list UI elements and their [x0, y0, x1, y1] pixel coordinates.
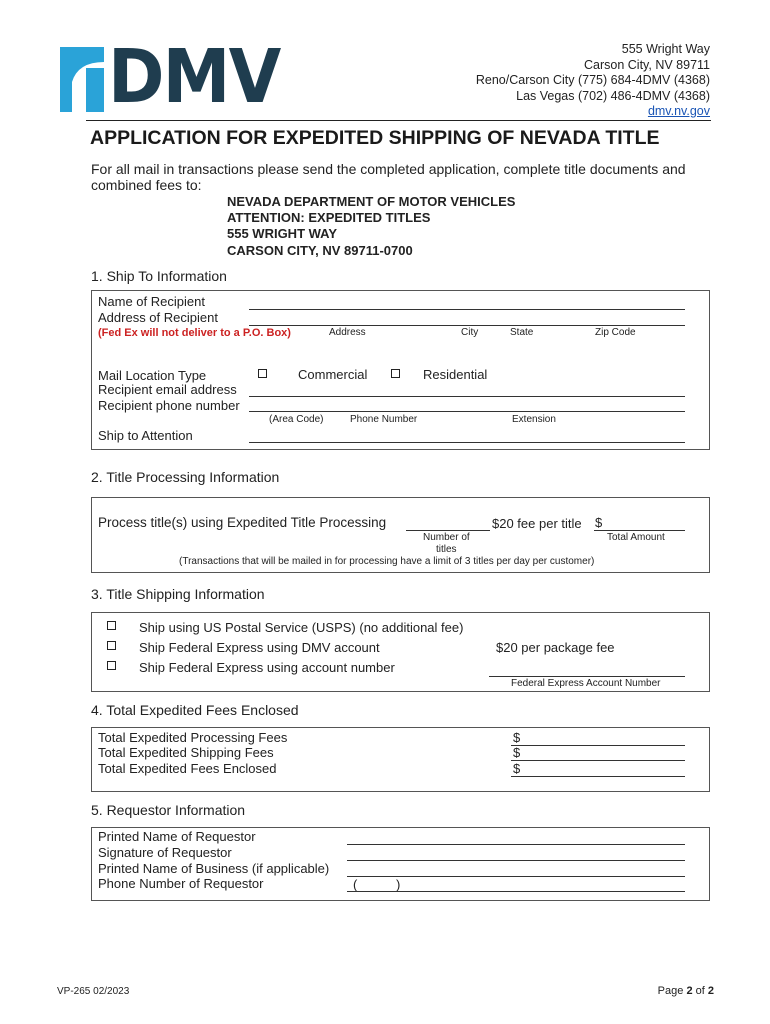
number-of-titles-field[interactable]	[406, 530, 490, 531]
address-line1: 555 Wright Way	[621, 42, 710, 56]
caption-phone-number: Phone Number	[350, 414, 418, 425]
page-word: Page	[657, 985, 684, 997]
commercial-label: Commercial	[298, 367, 368, 382]
processing-dollar: $	[513, 730, 521, 745]
page-total: 2	[707, 985, 714, 997]
page-title: APPLICATION FOR EXPEDITED SHIPPING OF NEVADA TITLE	[90, 127, 660, 149]
caption-area-code: (Area Code)	[269, 414, 324, 425]
mail-to-line1: NEVADA DEPARTMENT OF MOTOR VEHICLES	[227, 194, 516, 209]
business-label: Printed Name of Business (if applicable)	[98, 861, 330, 876]
total-dollar-sign: $	[595, 515, 603, 530]
signature-label: Signature of Requestor	[98, 845, 232, 860]
shipping-fees-label: Total Expedited Shipping Fees	[98, 745, 274, 760]
fedex-warning: (Fed Ex will not deliver to a P.O. Box)	[98, 327, 291, 339]
caption-city: City	[461, 327, 479, 338]
mail-to-line4: CARSON CITY, NV 89711-0700	[227, 243, 413, 258]
phone-field[interactable]	[249, 411, 685, 412]
dmv-logo	[58, 34, 280, 120]
shipping-fees-field[interactable]	[511, 760, 685, 761]
page-number	[658, 985, 714, 998]
intro-line1: For all mail in transactions please send the completed application, complete title documents and	[91, 161, 686, 177]
email-label: Recipient email address	[98, 382, 237, 397]
section4-heading: 4. Total Expedited Fees Enclosed	[91, 702, 299, 718]
caption-fedex-account: Federal Express Account Number	[511, 678, 661, 689]
attention-field[interactable]	[249, 442, 685, 443]
website-link[interactable]: dmv.nv.gov	[647, 104, 710, 118]
phone-reno: Reno/Carson City (775) 684-4DMV (4368)	[475, 73, 710, 87]
fedex-account-option: Ship Federal Express using account number	[139, 660, 395, 675]
section2-heading: 2. Title Processing Information	[91, 469, 280, 485]
caption-extension: Extension	[512, 414, 556, 425]
page-of: of	[695, 985, 705, 997]
recipient-address-field[interactable]	[249, 325, 685, 326]
signature-field[interactable]	[347, 860, 685, 861]
email-field[interactable]	[249, 396, 685, 397]
processing-fees-label: Total Expedited Processing Fees	[98, 730, 288, 745]
recipient-address-label: Address of Recipient	[98, 310, 218, 325]
package-fee: $20 per package fee	[496, 640, 615, 655]
section5-heading: 5. Requestor Information	[91, 802, 246, 818]
fedex-dmv-option: Ship Federal Express using DMV account	[139, 640, 380, 655]
residential-label: Residential	[423, 367, 488, 382]
commercial-checkbox[interactable]	[258, 369, 267, 378]
fedex-account-checkbox[interactable]	[107, 661, 116, 670]
intro-line2: combined fees to:	[91, 177, 202, 193]
usps-checkbox[interactable]	[107, 621, 116, 630]
caption-titles: titles	[436, 544, 457, 555]
header-rule	[86, 120, 711, 121]
processing-fees-field[interactable]	[511, 745, 685, 746]
recipient-name-label: Name of Recipient	[98, 294, 205, 309]
fedex-dmv-checkbox[interactable]	[107, 641, 116, 650]
phone-vegas: Las Vegas (702) 486-4DMV (4368)	[516, 88, 710, 103]
section3-heading: 3. Title Shipping Information	[91, 586, 265, 602]
caption-total-amount: Total Amount	[607, 532, 665, 543]
requestor-phone-field[interactable]	[347, 891, 685, 892]
caption-number-of: Number of	[423, 532, 470, 543]
form-code: VP-265 02/2023	[57, 986, 130, 997]
phone-paren-open: (	[353, 877, 358, 892]
caption-state: State	[510, 327, 534, 338]
enclosed-dollar: $	[513, 761, 521, 776]
page-current: 2	[686, 985, 693, 997]
printed-name-label: Printed Name of Requestor	[98, 829, 256, 844]
phone-label: Recipient phone number	[98, 398, 240, 413]
mail-location-label: Mail Location Type	[98, 368, 207, 383]
fee-per-title: $20 fee per title	[492, 516, 582, 531]
printed-name-field[interactable]	[347, 844, 685, 845]
residential-checkbox[interactable]	[391, 369, 400, 378]
mail-to-line3: 555 WRIGHT WAY	[227, 226, 338, 241]
shipping-dollar: $	[513, 745, 521, 760]
enclosed-fees-label: Total Expedited Fees Enclosed	[98, 761, 277, 776]
phone-paren-close: )	[396, 877, 401, 892]
attention-label: Ship to Attention	[98, 428, 193, 443]
address-line2: Carson City, NV 89711	[584, 57, 710, 72]
usps-option: Ship using US Postal Service (USPS) (no additional fee)	[139, 620, 464, 635]
requestor-phone-label: Phone Number of Requestor	[98, 876, 264, 891]
process-label: Process title(s) using Expedited Title Processing	[98, 515, 387, 530]
recipient-name-field[interactable]	[249, 309, 685, 310]
fedex-account-field[interactable]	[489, 676, 685, 677]
limit-note: (Transactions that will be mailed in for processing have a limit of 3 titles per day per customer)	[179, 556, 595, 567]
caption-zip: Zip Code	[595, 327, 636, 338]
dmv-logo-text: DMV	[108, 34, 280, 120]
caption-address: Address	[329, 327, 366, 338]
total-amount-field[interactable]	[594, 530, 685, 531]
enclosed-fees-field[interactable]	[511, 776, 685, 777]
mail-to-line2: ATTENTION: EXPEDITED TITLES	[227, 210, 431, 225]
section1-heading: 1. Ship To Information	[91, 268, 227, 284]
